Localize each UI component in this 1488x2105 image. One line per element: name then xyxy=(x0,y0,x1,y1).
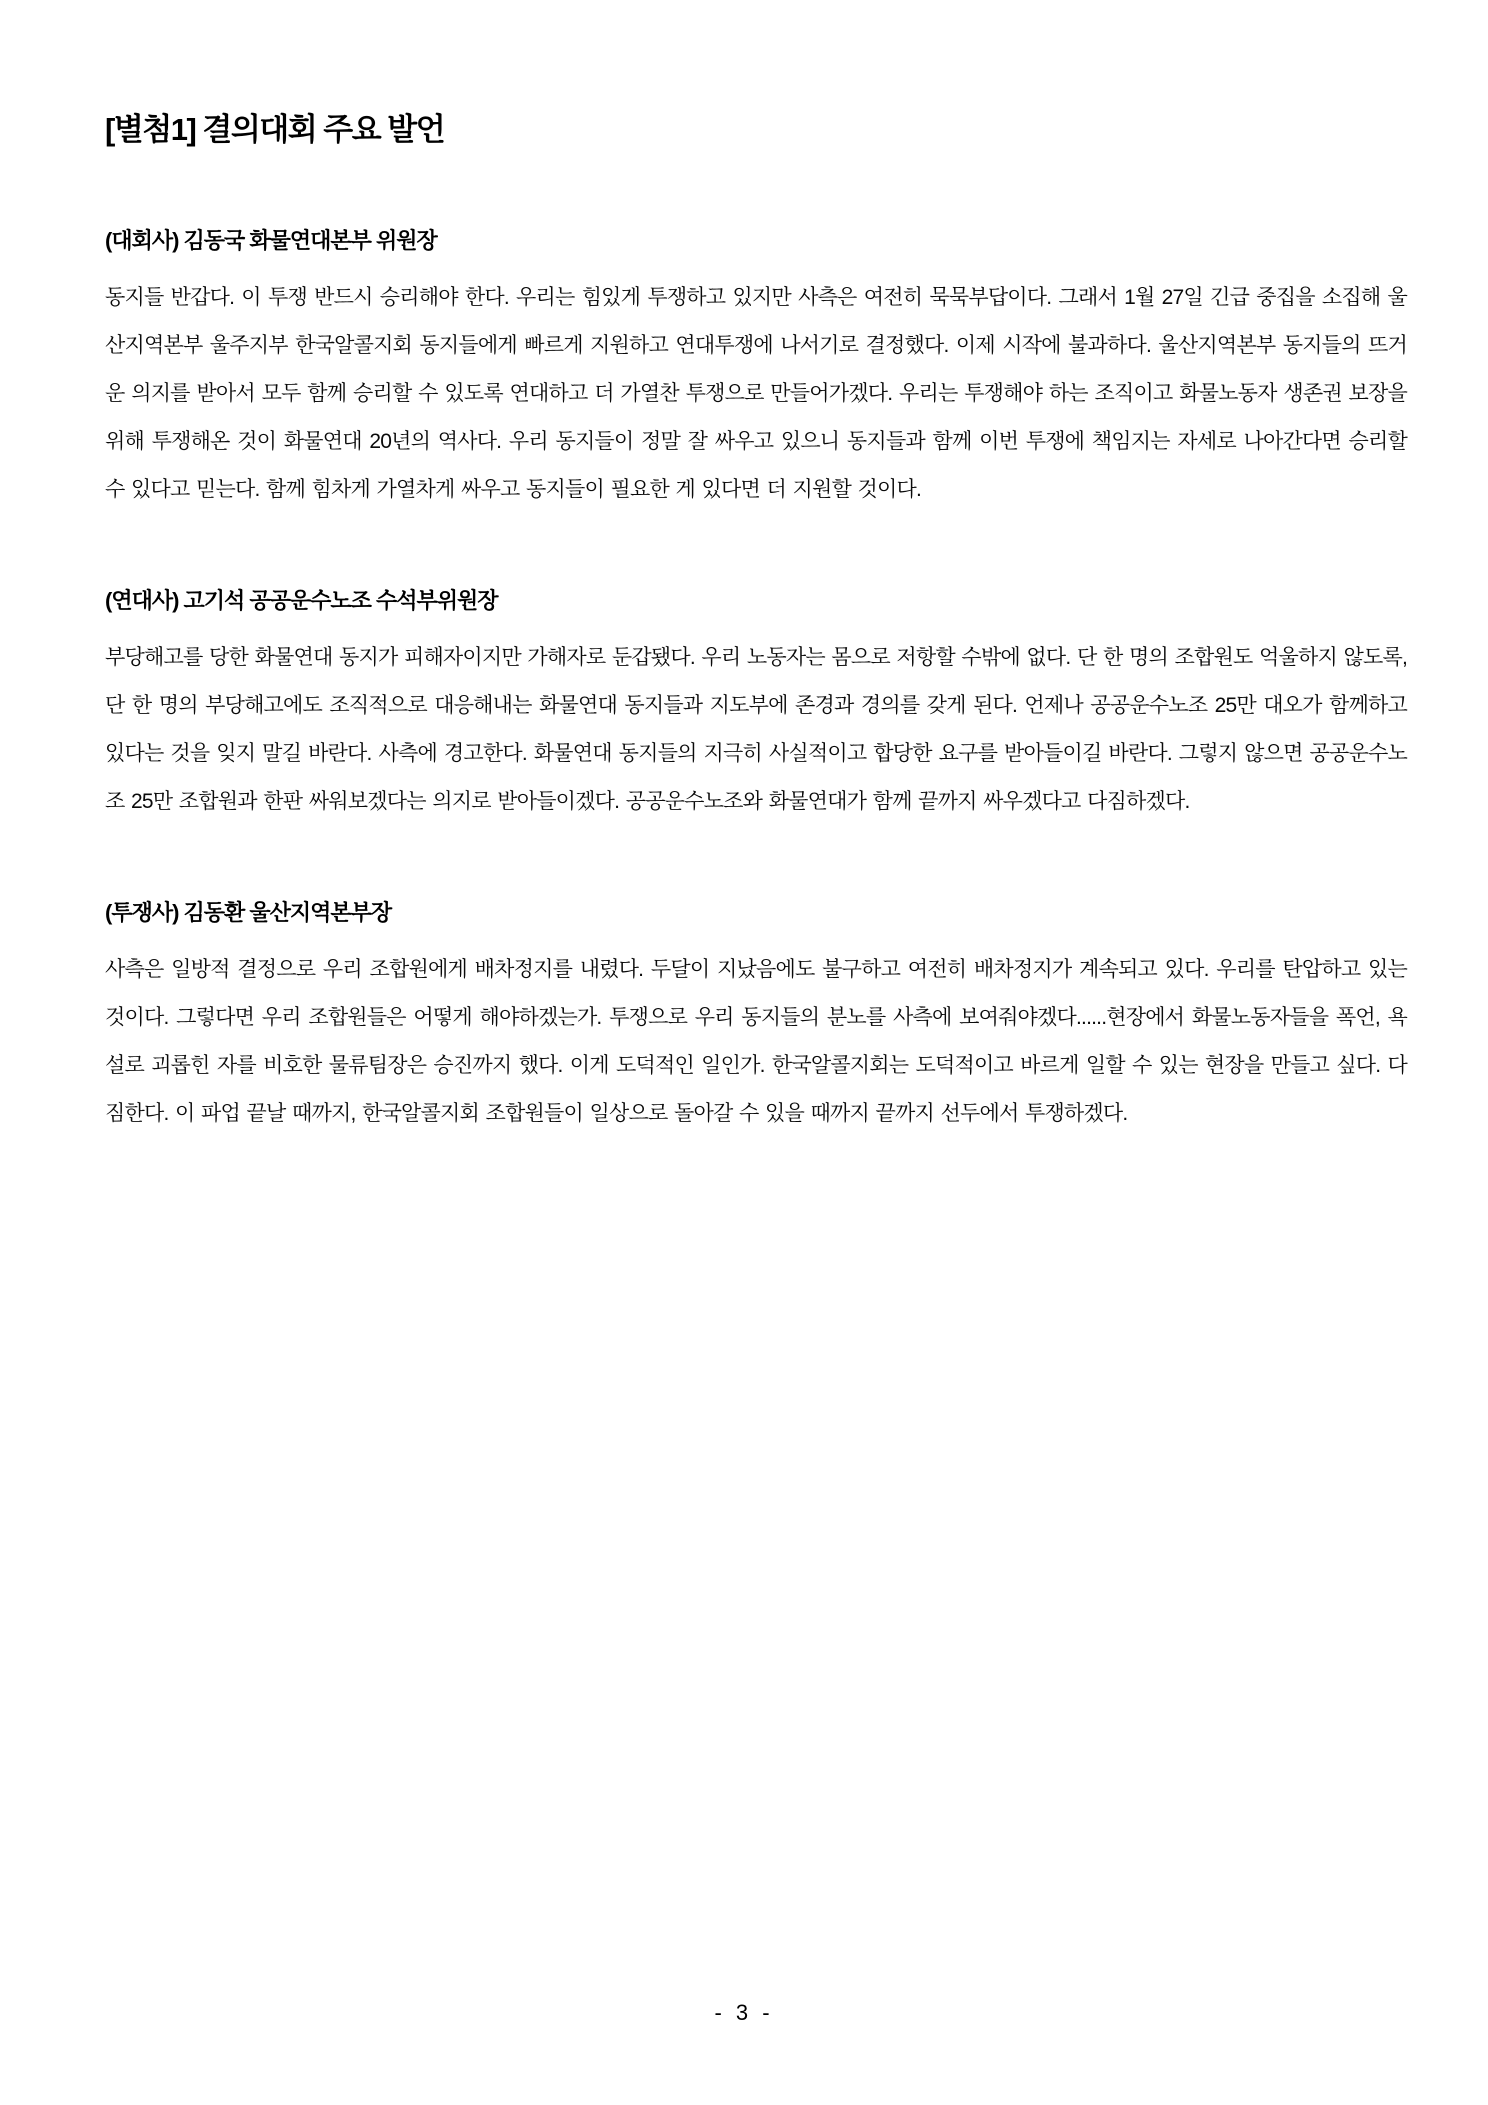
section-daehoesa xyxy=(105,226,1407,514)
document-content xyxy=(105,110,1407,1210)
page-title: [별첨1] 결의대회 주요 발언 xyxy=(105,112,445,147)
section-heading: (대회사) 김동국 화물연대본부 위원장 xyxy=(105,228,437,253)
section-yeondaesa xyxy=(105,586,1407,826)
section-heading: (연대사) 고기석 공공운수노조 수석부위원장 xyxy=(105,588,498,613)
section-tujaengsa xyxy=(105,898,1407,1138)
section-body: 사측은 일방적 결정으로 우리 조합원에게 배차정지를 내렸다. 두달이 지났음에도 불구하고 여전히 배차정지가 계속되고 있다. 우리를 탄압하고 있는 것이다. 그렇다면 우리 조합원들은 어떻게 해야하겠는가. 투쟁으로 우리 동지들의 분노를 사측에 보여줘야겠다......현장에서 화물노동자들을 폭언, 욕설로 괴롭힌 자를 비호한 물류팀장은 승진까지 했다. 이게 도덕적인 일인가. 한국알콜지회는 도덕적이고 바르게 일할 수 있는 현장을 만들고 싶다. 다짐한다. 이 파업 끝날 때까지, 한국알콜지회 조합원들이 일상으로 돌아갈 수 있을 때까지 끝까지 선두에서 투쟁하겠다. xyxy=(105,958,1407,1125)
section-heading: (투쟁사) 김동환 울산지역본부장 xyxy=(105,900,392,925)
page-number: - 3 - xyxy=(714,2000,774,2025)
section-body: 부당해고를 당한 화물연대 동지가 피해자이지만 가해자로 둔갑됐다. 우리 노동자는 몸으로 저항할 수밖에 없다. 단 한 명의 조합원도 억울하지 않도록, 단 한 명의 부당해고에도 조직적으로 대응해내는 화물연대 동지들과 지도부에 존경과 경의를 갖게 된다. 언제나 공공운수노조 25만 대오가 함께하고 있다는 것을 잊지 말길 바란다. 사측에 경고한다. 화물연대 동지들의 지극히 사실적이고 합당한 요구를 받아들이길 바란다. 그렇지 않으면 공공운수노조 25만 조합원과 한판 싸워보겠다는 의지로 받아들이겠다. 공공운수노조와 화물연대가 함께 끝까지 싸우겠다고 다짐하겠다. xyxy=(105,646,1407,813)
section-body: 동지들 반갑다. 이 투쟁 반드시 승리해야 한다. 우리는 힘있게 투쟁하고 있지만 사측은 여전히 묵묵부답이다. 그래서 1월 27일 긴급 중집을 소집해 울산지역본부 울주지부 한국알콜지회 동지들에게 빠르게 지원하고 연대투쟁에 나서기로 결정했다. 이제 시작에 불과하다. 울산지역본부 동지들의 뜨거운 의지를 받아서 모두 함께 승리할 수 있도록 연대하고 더 가열찬 투쟁으로 만들어가겠다. 우리는 투쟁해야 하는 조직이고 화물노동자 생존권 보장을 위해 투쟁해온 것이 화물연대 20년의 역사다. 우리 동지들이 정말 잘 싸우고 있으니 동지들과 함께 이번 투쟁에 책임지는 자세로 나아간다면 승리할 수 있다고 믿는다. 함께 힘차게 가열차게 싸우고 동지들이 필요한 게 있다면 더 지원할 것이다. xyxy=(105,286,1407,501)
